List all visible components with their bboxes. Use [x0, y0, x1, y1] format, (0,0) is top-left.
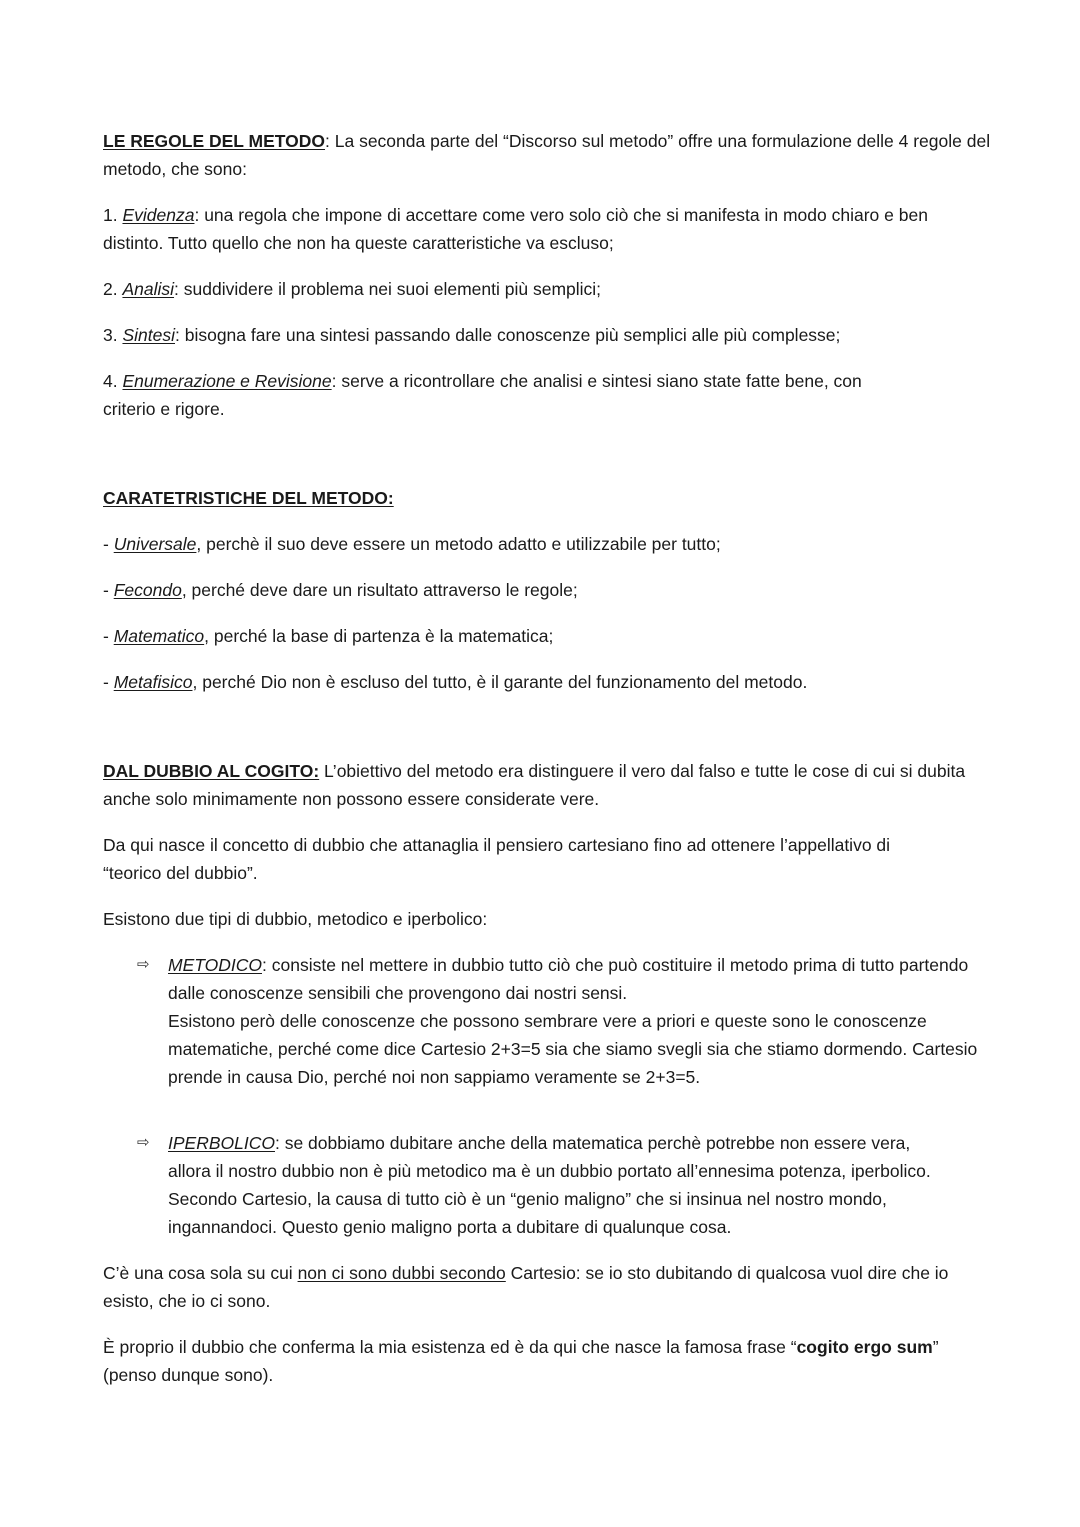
rule-number: 3.: [103, 325, 123, 345]
text-run: ” (penso dunque sono).: [103, 1337, 939, 1385]
section3-heading: DAL DUBBIO AL COGITO:: [103, 761, 320, 781]
doubt-type-line: [168, 951, 993, 1007]
doubt-type-more: Secondo Cartesio, la causa di tutto ciò è un “genio maligno” che si insinua nel nostro mondo, ingannandoci. Questo genio maligno porta a dubitare di qualunque cosa.: [168, 1189, 887, 1237]
feature-item: [103, 668, 993, 696]
rule-term: Evidenza: [122, 205, 195, 225]
section2-heading: CARATETRISTICHE DEL METODO:: [103, 488, 394, 508]
feature-text: , perché deve dare un risultato attraverso le regole;: [181, 580, 578, 600]
cogito-phrase: cogito ergo sum: [796, 1337, 933, 1357]
feature-item: [103, 530, 993, 558]
section3-intro-text: L’obiettivo del metodo era distinguere il vero dal falso e tutte le cose di cui si dubita anche solo minimamente non possono essere considerate vere.: [103, 761, 966, 809]
dash: -: [103, 580, 114, 600]
section3-paragraph-5: [103, 1333, 993, 1389]
rule-4: [103, 367, 993, 423]
underlined-phrase: non ci sono dubbi secondo: [297, 1263, 506, 1283]
feature-term: Metafisico: [113, 672, 193, 692]
rule-number: 1.: [103, 205, 123, 225]
doubt-type-term: IPERBOLICO: [168, 1133, 275, 1153]
document-page: [103, 127, 993, 1389]
text-run: È proprio il dubbio che conferma la mia esistenza ed è da qui che nasce la famosa frase “: [103, 1337, 797, 1357]
section3-paragraph-2: Da qui nasce il concetto di dubbio che attanaglia il pensiero cartesiano fino ad ottenere l’appellativo di “teorico del dubbio”.: [103, 835, 891, 883]
doubt-type-body: [168, 1129, 993, 1241]
doubt-type-iperbolico: [103, 1129, 993, 1241]
dash: -: [103, 626, 114, 646]
doubt-type-term: METODICO: [168, 955, 262, 975]
feature-item: [103, 576, 993, 604]
feature-term: Universale: [113, 534, 197, 554]
rule-term: Analisi: [122, 279, 175, 299]
rule-text: : suddividere il problema nei suoi elementi più semplici;: [174, 279, 602, 299]
doubt-type-text: : consiste nel mettere in dubbio tutto ciò che può costituire il metodo prima di tutto partendo dalle conoscenze sensibili che provengono dai nostri sensi.: [168, 955, 969, 1003]
feature-text: , perchè il suo deve essere un metodo adatto e utilizzabile per tutto;: [196, 534, 721, 554]
text-run: C’è una cosa sola su cui: [103, 1263, 298, 1283]
rule-1: [103, 201, 993, 257]
feature-term: Fecondo: [113, 580, 182, 600]
rule-text: : una regola che impone di accettare come vero solo ciò che si manifesta in modo chiaro e ben distinto. Tutto quello che non ha queste caratteristiche va escluso;: [103, 205, 928, 253]
feature-item: [103, 622, 993, 650]
feature-text: , perché la base di partenza è la matematica;: [204, 626, 554, 646]
feature-text: , perché Dio non è escluso del tutto, è il garante del funzionamento del metodo.: [192, 672, 808, 692]
rule-3: [103, 321, 993, 349]
doubt-type-body: [168, 951, 993, 1091]
doubt-type-more: Esistono però delle conoscenze che possono sembrare vere a priori e queste sono le conoscenze matematiche, perché come dice Cartesio 2+3=5 sia che siamo svegli sia che stiamo dormendo. Cartesio prende in causa Dio, perché noi non sappiamo veramente se 2+3=5.: [168, 1011, 978, 1087]
doubt-type-text: : se dobbiamo dubitare anche della matematica perchè potrebbe non essere vera, allora il nostro dubbio non è più metodico ma è un dubbio portato all’ennesima potenza, iperbolico.: [168, 1133, 931, 1181]
rule-2: [103, 275, 993, 303]
arrow-right-icon: ⇨: [137, 1134, 150, 1151]
section3-paragraph-3: Esistono due tipi di dubbio, metodico e iperbolico:: [103, 909, 488, 929]
rule-text: : serve a ricontrollare che analisi e sintesi siano state fatte bene, con criterio e rigore.: [103, 371, 862, 419]
dash: -: [103, 534, 114, 554]
section1-heading: LE REGOLE DEL METODO: [103, 131, 326, 151]
rule-number: 4.: [103, 371, 123, 391]
rule-number: 2.: [103, 279, 123, 299]
section1-intro-paragraph: [103, 127, 993, 183]
dash: -: [103, 672, 114, 692]
section1-intro-text: : La seconda parte del “Discorso sul metodo” offre una formulazione delle 4 regole del metodo, che sono:: [103, 131, 991, 179]
section3-paragraph-4: [103, 1259, 993, 1315]
text-run: Cartesio: se io sto dubitando di qualcosa vuol dire che io esisto, che io ci sono.: [103, 1263, 949, 1311]
doubt-type-metodico: [103, 951, 993, 1091]
doubt-type-line: [168, 1129, 943, 1185]
rule-term: Enumerazione e Revisione: [122, 371, 332, 391]
arrow-right-icon: ⇨: [137, 956, 150, 973]
section2-heading-paragraph: [103, 484, 993, 512]
section3-intro-paragraph: [103, 757, 993, 813]
rule-term: Sintesi: [122, 325, 175, 345]
rule-text: : bisogna fare una sintesi passando dalle conoscenze più semplici alle più complesse;: [175, 325, 841, 345]
feature-term: Matematico: [113, 626, 205, 646]
